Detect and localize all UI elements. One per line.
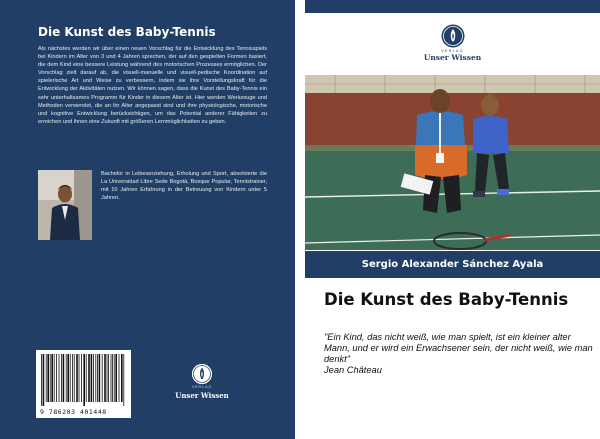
epigraph xyxy=(324,332,594,376)
barcode-bar xyxy=(47,354,49,402)
barcode-bar xyxy=(121,354,123,402)
spine xyxy=(295,0,305,439)
barcode-bar xyxy=(79,354,80,402)
barcode-bar xyxy=(114,354,115,402)
barcode-bar xyxy=(43,354,45,406)
barcode-bar xyxy=(111,354,112,402)
barcode-bar xyxy=(112,354,113,402)
barcode-bar xyxy=(46,354,47,402)
barcode-bar xyxy=(99,354,101,402)
barcode-bar xyxy=(76,354,78,402)
barcode-bar xyxy=(83,354,85,406)
barcode-bar xyxy=(115,354,117,402)
author-bio: Bachelor in Leibeserziehung, Erholung und Sport, absolvierte die La Universidad Libre Sede Bogotá, Bosque Popular, Tennistrainer, mit 10 Jahren Erfahrung in der Betreuung von Kindern unter 5 Jahren. xyxy=(101,171,267,202)
barcode-bar xyxy=(97,354,98,402)
barcode-bar xyxy=(50,354,51,402)
barcode-bar xyxy=(93,354,94,402)
barcode-bar xyxy=(67,354,69,402)
top-band xyxy=(305,0,600,13)
cover-photo xyxy=(305,75,600,250)
barcode-bar xyxy=(81,354,82,402)
book-title: Die Kunst des Baby-Tennis xyxy=(324,290,569,309)
barcode-bar xyxy=(86,354,87,402)
barcode-bar xyxy=(95,354,96,402)
barcode-bar xyxy=(108,354,109,402)
publisher-verlag-label: VERLAG xyxy=(441,49,464,53)
publisher-logo-front xyxy=(305,24,600,62)
author-band xyxy=(305,251,600,278)
barcode-bar xyxy=(66,354,67,402)
front-cover xyxy=(305,0,600,439)
publisher-verlag-label: VERLAG xyxy=(191,385,213,389)
epigraph-text: "Ein Kind, das nicht weiß, wie man spielt, ist ein kleiner alter Mann, und er wird ein Erwachsener sein, der nicht weiß, wie man denkt" xyxy=(324,332,593,364)
barcode-bar xyxy=(51,354,53,402)
author-portrait xyxy=(38,170,92,240)
barcode-bar xyxy=(102,354,103,402)
barcode-bar xyxy=(74,354,75,402)
barcode-bar xyxy=(123,354,124,406)
barcode-bar xyxy=(61,354,62,402)
barcode-bar xyxy=(88,354,90,402)
barcode-bar xyxy=(91,354,93,402)
barcode-bar xyxy=(72,354,73,402)
barcode-bar xyxy=(104,354,106,402)
barcode-bar xyxy=(54,354,55,402)
barcode-bar xyxy=(59,354,60,402)
barcode-bar xyxy=(70,354,71,402)
leaf-flame-emblem-icon xyxy=(191,363,213,385)
book-blurb: Als nächstes werden wir über einen neuen Vorschlag für die Entwicklung des Tennisspiels bei Kindern im Alter von 3 und 4 Jahren sprechen, der auf den gespielten Formen basiert, die dem Kind eine bessere Leistung während des motorischen Prozesses ermöglichen. Der Vorschlag zielt darauf ab, die visuell-manuelle und visuell-pedische Koordination auf spielerische Art und Weise zu verbessern, indem sie ihre Vorstellungskraft für die Entwicklung der Aktivitäten nutzen. Wir können sagen, dass die Kunst des Baby-Tennis ein sehr unterhaltsames Programm für Kinder in diesem Alter ist. Hier werden Werkzeuge und Methoden verwendet, die an ihr Alter angepasst sind und ihre physiologische, motorische und kognitive Entwicklung berücksichtigen, um das Potential anderer Fähigkeiten zu erreichen und ihnen eine Zukunft mit größeren Lernmöglichkeiten zu geben. xyxy=(38,46,267,125)
leaf-flame-emblem-icon xyxy=(441,24,465,48)
publisher-logo-back xyxy=(173,363,231,400)
author-name: Sergio Alexander Sánchez Ayala xyxy=(361,259,544,270)
publisher-name: Unser Wissen xyxy=(175,391,229,400)
isbn-digits: 9 786203 401448 xyxy=(40,408,107,416)
barcode-bar xyxy=(41,354,42,406)
publisher-name: Unser Wissen xyxy=(423,53,482,62)
barcode-bar xyxy=(119,354,120,402)
barcode-bar xyxy=(107,354,108,402)
barcode-bar xyxy=(63,354,65,402)
epigraph-author: Jean Château xyxy=(324,365,382,375)
back-cover-title: Die Kunst des Baby-Tennis xyxy=(38,25,216,39)
back-cover xyxy=(0,0,295,439)
barcode-bar xyxy=(56,354,57,402)
